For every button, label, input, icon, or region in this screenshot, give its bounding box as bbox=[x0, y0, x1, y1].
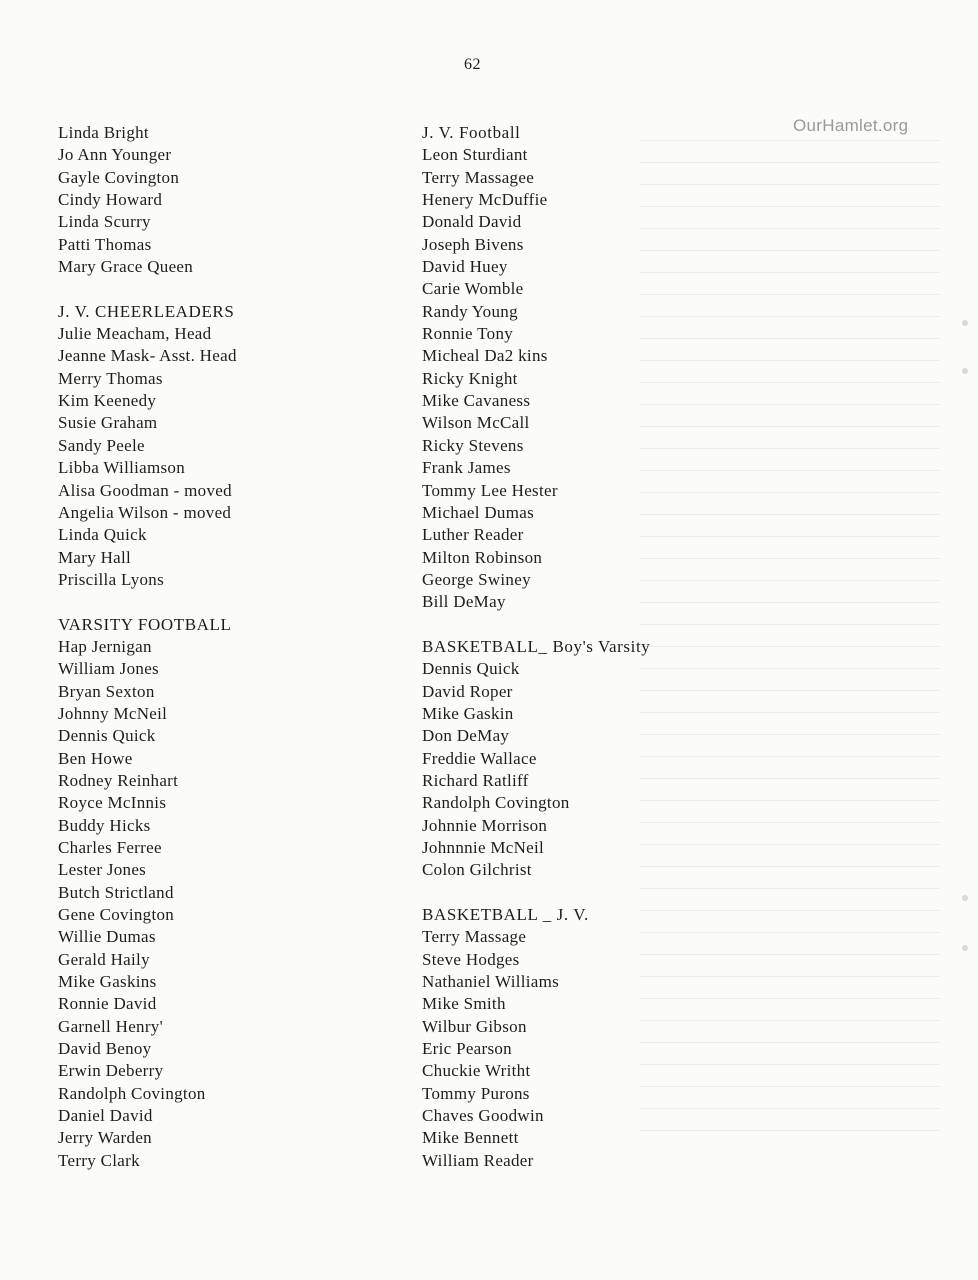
roster-name: Freddie Wallace bbox=[422, 748, 537, 768]
roster-name: David Benoy bbox=[58, 1039, 152, 1059]
roster-name: Colon Gilchrist bbox=[422, 860, 532, 880]
roster-name: Ronnie David bbox=[58, 994, 157, 1014]
roster-name: Libba Williamson bbox=[58, 458, 186, 478]
roster-name: Randy Young bbox=[422, 301, 518, 321]
section-heading: J. V. CHEERLEADERS bbox=[58, 301, 235, 321]
roster-name: Willie Dumas bbox=[58, 927, 156, 947]
roster-name: Terry Massage bbox=[422, 927, 527, 947]
roster-name: Chaves Goodwin bbox=[422, 1106, 544, 1126]
roster-name: Tommy Lee Hester bbox=[422, 480, 558, 500]
roster-name: Bryan Sexton bbox=[58, 681, 155, 701]
roster-name: Terry Massagee bbox=[422, 167, 535, 187]
roster-name: Gayle Covington bbox=[58, 167, 180, 187]
roster-name: Randolph Covington bbox=[422, 793, 570, 813]
binder-hole-mark bbox=[962, 368, 968, 374]
roster-name: Mike Gaskins bbox=[58, 972, 157, 992]
roster-name: Rodney Reinhart bbox=[58, 770, 179, 790]
section-spacer bbox=[422, 614, 742, 636]
roster-name: Donald David bbox=[422, 212, 522, 232]
roster-name: Daniel David bbox=[58, 1106, 153, 1126]
roster-name: Johnnnie McNeil bbox=[422, 838, 545, 857]
roster-name: Mary Hall bbox=[58, 547, 132, 567]
roster-name: Linda Quick bbox=[58, 525, 147, 545]
roster-name: Nathaniel Williams bbox=[422, 972, 560, 992]
roster-name: Mike Bennett bbox=[422, 1128, 519, 1148]
roster-name: Alisa Goodman - moved bbox=[58, 480, 232, 500]
section-spacer bbox=[58, 278, 398, 300]
roster-name: Mike Gaskin bbox=[422, 703, 514, 723]
roster-name: Ricky Knight bbox=[422, 368, 518, 388]
roster-name: Dennis Quick bbox=[422, 659, 520, 679]
section-heading: BASKETBALL _ J. V. bbox=[422, 905, 589, 925]
roster-name: Johnny McNeil bbox=[58, 703, 168, 723]
roster-name: Lester Jones bbox=[58, 860, 147, 880]
roster-name: Jerry Warden bbox=[58, 1128, 152, 1148]
roster-name: Carie Womble bbox=[422, 279, 524, 299]
roster-name: Mike Cavaness bbox=[422, 391, 531, 411]
roster-name: Randolph Covington bbox=[58, 1083, 206, 1103]
roster-name: Sandy Peele bbox=[58, 435, 145, 455]
section-heading: J. V. Football bbox=[422, 123, 521, 142]
roster-name: Butch Strictland bbox=[58, 882, 174, 902]
roster-name: Wilbur Gibson bbox=[422, 1016, 527, 1036]
roster-name: Patti Thomas bbox=[58, 234, 152, 254]
roster-name: Tommy Purons bbox=[422, 1083, 530, 1103]
roster-name: David Huey bbox=[422, 257, 508, 277]
roster-name: David Roper bbox=[422, 681, 513, 701]
right-column bbox=[422, 122, 742, 1172]
page-number: 62 bbox=[464, 56, 481, 73]
roster-name: Wilson McCall bbox=[422, 413, 530, 433]
roster-name: Mike Smith bbox=[422, 994, 506, 1014]
roster-name: Buddy Hicks bbox=[58, 815, 151, 835]
roster-name: Linda Scurry bbox=[58, 212, 151, 232]
roster-name: Erwin Deberry bbox=[58, 1061, 164, 1081]
left-column bbox=[58, 122, 398, 1172]
roster-name: Angelia Wilson - moved bbox=[58, 502, 232, 522]
roster-name: Eric Pearson bbox=[422, 1039, 512, 1059]
roster-name: Joseph Bivens bbox=[422, 234, 524, 254]
binder-hole-mark bbox=[962, 320, 968, 326]
roster-name: Michael Dumas bbox=[422, 502, 535, 522]
roster-name: William Jones bbox=[58, 659, 159, 679]
roster-name: Steve Hodges bbox=[422, 949, 520, 969]
roster-name: Hap Jernigan bbox=[58, 636, 152, 656]
roster-name: George Swiney bbox=[422, 569, 531, 589]
roster-name: Kim Keenedy bbox=[58, 391, 157, 411]
roster-name: Johnnie Morrison bbox=[422, 815, 548, 835]
roster-name: Charles Ferree bbox=[58, 838, 162, 857]
roster-name: Gerald Haily bbox=[58, 949, 150, 969]
roster-name: Frank James bbox=[422, 458, 511, 478]
binder-hole-mark bbox=[962, 945, 968, 951]
roster-name: Susie Graham bbox=[58, 413, 158, 433]
roster-name: Mary Grace Queen bbox=[58, 257, 194, 277]
section-heading: BASKETBALL_ Boy's Varsity bbox=[422, 636, 651, 656]
roster-name: Ben Howe bbox=[58, 748, 133, 768]
roster-name: Luther Reader bbox=[422, 525, 524, 545]
roster-name: Merry Thomas bbox=[58, 368, 163, 388]
roster-name: Jo Ann Younger bbox=[58, 145, 172, 165]
roster-name: Ronnie Tony bbox=[422, 324, 514, 344]
roster-name: Priscilla Lyons bbox=[58, 569, 165, 589]
roster-name: Garnell Henry' bbox=[58, 1016, 163, 1036]
roster-name: Micheal Da2 kins bbox=[422, 346, 548, 366]
section-spacer bbox=[58, 591, 398, 613]
roster-name: Henery McDuffie bbox=[422, 190, 548, 210]
roster-name: Julie Meacham, Head bbox=[58, 324, 212, 344]
roster-name: Linda Bright bbox=[58, 123, 149, 142]
roster-name: Dennis Quick bbox=[58, 726, 156, 746]
section-heading: VARSITY FOOTBALL bbox=[58, 614, 232, 634]
roster-name: Cindy Howard bbox=[58, 190, 163, 210]
roster-name: Milton Robinson bbox=[422, 547, 543, 567]
roster-name: Bill DeMay bbox=[422, 592, 506, 612]
roster-name: Jeanne Mask- Asst. Head bbox=[58, 346, 237, 366]
roster-name: Gene Covington bbox=[58, 905, 175, 925]
watermark: OurHamlet.org bbox=[793, 116, 909, 135]
roster-name: Don DeMay bbox=[422, 726, 510, 746]
roster-name: William Reader bbox=[422, 1150, 534, 1170]
binder-hole-mark bbox=[962, 895, 968, 901]
roster-name: Chuckie Writht bbox=[422, 1061, 531, 1081]
roster-name: Terry Clark bbox=[58, 1150, 140, 1170]
section-spacer bbox=[422, 882, 742, 904]
roster-name: Leon Sturdiant bbox=[422, 145, 528, 165]
roster-name: Ricky Stevens bbox=[422, 435, 524, 455]
roster-name: Royce McInnis bbox=[58, 793, 167, 813]
roster-name: Richard Ratliff bbox=[422, 770, 529, 790]
